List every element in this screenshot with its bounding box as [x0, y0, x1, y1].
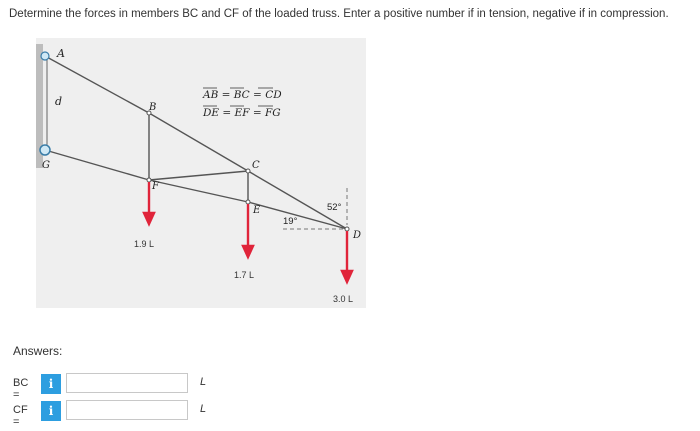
- label-E: E: [253, 205, 261, 216]
- answer-label-cf: CF =: [13, 404, 28, 428]
- info-icon[interactable]: i: [41, 401, 61, 421]
- cf-answer-input[interactable]: [66, 400, 188, 420]
- info-icon[interactable]: i: [41, 374, 61, 394]
- joint-F: [147, 178, 151, 182]
- answer-label-bc: BC =: [13, 377, 29, 401]
- load-label-E: 1.7 L: [234, 270, 255, 280]
- angle-52: 52°: [327, 202, 342, 213]
- label-C: C: [252, 160, 260, 171]
- joint-C: [246, 169, 250, 173]
- label-D: D: [353, 230, 362, 241]
- equality-text-1: AB = BC = CD: [203, 89, 282, 101]
- equality-text-2: DE = EF = FG: [203, 107, 281, 119]
- label-F: F: [152, 181, 159, 192]
- joint-E: [246, 200, 250, 204]
- question-text: Determine the forces in members BC and CF of the loaded truss. Enter a positive number if in tension, negative if in compression.: [9, 8, 669, 20]
- angle-19: 19°: [283, 216, 298, 227]
- answer-unit-bc: L: [200, 376, 207, 388]
- answer-unit-cf: L: [200, 403, 207, 415]
- support-G: [40, 145, 50, 155]
- load-label-F: 1.9 L: [134, 239, 155, 249]
- label-d: d: [55, 95, 63, 108]
- support-A: [41, 52, 49, 60]
- label-B: B: [149, 102, 157, 113]
- answers-heading: Answers:: [13, 344, 63, 358]
- joint-D: [345, 227, 349, 231]
- label-G: G: [42, 160, 50, 171]
- label-A: A: [57, 47, 65, 60]
- load-label-D: 3.0 L: [333, 294, 354, 304]
- bc-answer-input[interactable]: [66, 373, 188, 393]
